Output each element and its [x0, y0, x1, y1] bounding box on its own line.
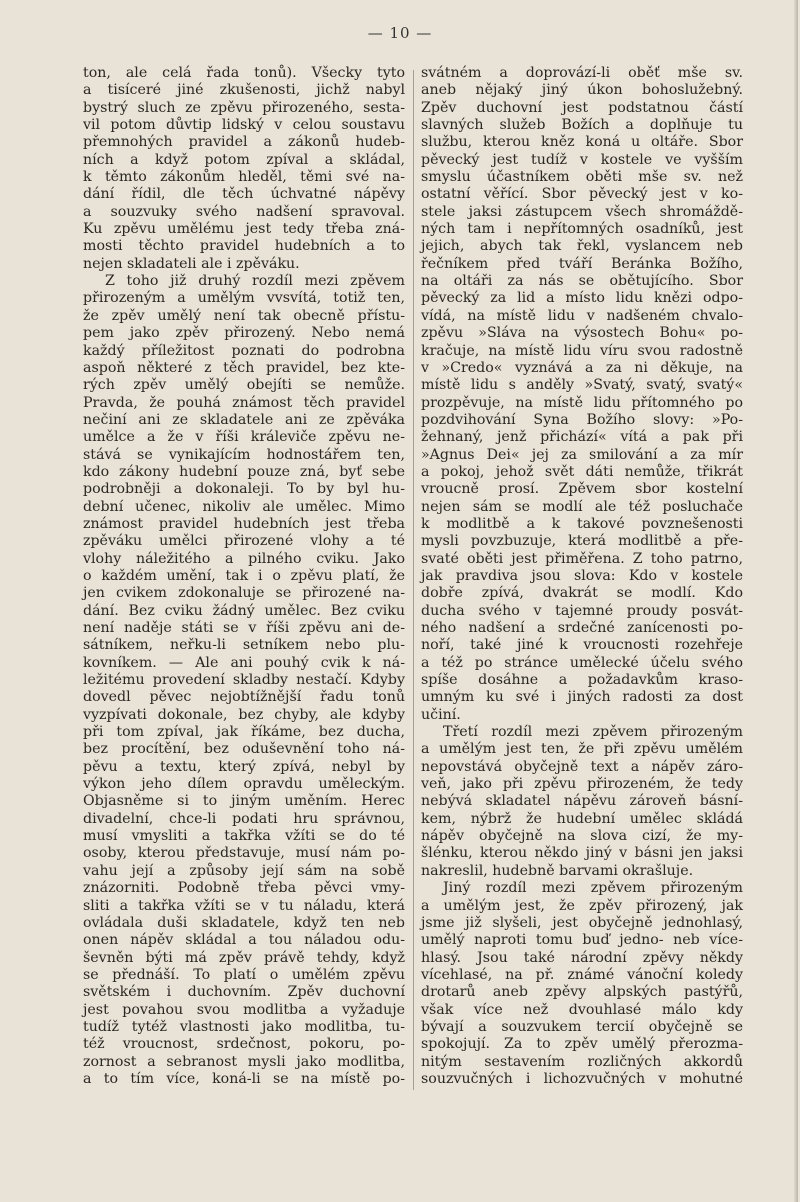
text-line: nitým sestavením rozličných akkordů: [421, 1053, 743, 1070]
text-line: spokojují. Za to zpěv umělý přerozma-: [421, 1036, 743, 1053]
text-line: a umělým jest ten, že při zpěvu umělém: [421, 741, 743, 758]
text-line: dobře zpívá, dvakrát se modlí. Kdo: [421, 585, 743, 602]
page-edge-shadow: [794, 0, 798, 1202]
text-line: učiní.: [421, 706, 461, 723]
text-line: vroucně prosí. Zpěvem sbor kostelní: [421, 481, 743, 498]
text-line: vícehlasé, na př. známé vánoční koledy: [421, 966, 743, 983]
text-line: a souzvuky svého nadšení spravoval.: [83, 203, 405, 220]
text-line: vídá, na místě lidu v nadšeném chvalo-: [421, 307, 743, 324]
text-line: vyzpívati dokonale, bez chyby, ale kdyby: [83, 706, 405, 723]
text-line: divadelní, chce-li podati hru správnou,: [83, 810, 405, 827]
text-line: drotarů aneb zpěvy alpských pastýřů,: [421, 984, 743, 1001]
text-line: na oltáři za nás se obětujícího. Sbor: [421, 273, 743, 290]
text-line: kem, nýbrž že hudební umělec skládá: [421, 810, 743, 827]
text-line: sliti a takřka vžíti se v tu náladu, která: [83, 897, 405, 914]
text-line: světském i duchovním. Zpěv duchovní: [83, 984, 405, 1001]
text-line: ducha svého v tajemné proudy posvát-: [421, 602, 743, 619]
text-line: též vroucnost, srdečnost, pokoru, po-: [83, 1036, 405, 1053]
text-line: přirozeným a umělým vvsvítá, totiž ten,: [83, 290, 405, 307]
text-line: nakreslil, hudebně barvami okrašluje.: [421, 862, 694, 879]
text-line: přemnohých pravidel a zákonů hudeb-: [83, 134, 405, 151]
text-line: o každém umění, tak i o zpěvu platí, že: [83, 567, 405, 584]
text-line: Třetí rozdíl mezi zpěvem přirozeným: [443, 724, 743, 741]
text-line: a umělým jest, že zpěv přirozený, jak: [421, 897, 743, 914]
text-line: Ku zpěvu umělému jest tedy třeba zná-: [83, 221, 405, 238]
text-line: znázorniti. Podobně třeba pěvci vmy-: [83, 880, 405, 897]
text-line: dební učenec, nikoliv ale umělec. Mimo: [83, 498, 405, 515]
text-line: kovníkem. — Ale ani pouhý cvik k ná-: [83, 654, 405, 671]
text-line: ovládala duši skladatele, když ten neb: [83, 914, 405, 931]
text-line: a pokoj, jehož svět dáti nemůže, třikrát: [421, 463, 743, 480]
column-divider: [413, 70, 414, 1090]
text-line: musí vmysliti a takřka vžíti se do té: [83, 828, 405, 845]
text-line: dání řídil, dle těch úchvatné nápěvy: [83, 186, 405, 203]
text-line: spíše dosáhne a požadavkům kraso-: [421, 672, 743, 689]
text-line: souzvučných i lichozvučných v mohutné: [421, 1070, 743, 1087]
right-text-column: [421, 65, 743, 1088]
text-line: pozdvihování Syna Božího slovy: »Po-: [421, 411, 743, 428]
text-line: ševněn býti má zpěv právě tehdy, když: [83, 949, 405, 966]
text-line: ních a když potom zpíval a skládal,: [83, 151, 405, 168]
text-line: aspoň některé z těch pravidel, bez kte-: [83, 359, 405, 376]
text-line: pěvecký za lid a místo lidu knězi odpo-: [421, 290, 743, 307]
text-line: však více než dvouhlasé málo kdy: [421, 1001, 743, 1018]
text-line: zpěváku umělci přirozené vlohy a té: [83, 533, 405, 550]
text-line: nepovstává obyčejně text a nápěv záro-: [421, 758, 743, 775]
text-line: k těmto zákonům hleděl, těmi své na-: [83, 169, 405, 186]
text-line: hlasý. Jsou také národní zpěvy někdy: [421, 949, 743, 966]
text-line: pěvecký jest tudíž v kostele ve vyšším: [421, 151, 743, 168]
text-line: že zpěv umělý není tak obecně přístu-: [83, 307, 405, 324]
text-line: vahu její a způsoby její sám na sobě: [83, 862, 405, 879]
text-line: nápěv obyčejně na slova cizí, že my-: [421, 828, 743, 845]
text-line: dovedl pěvec nejobtížnější řadu tonů: [83, 689, 405, 706]
text-line: řečníkem před tváří Beránka Božího,: [421, 255, 743, 272]
text-line: jen cvikem zdokonaluje se přirozené na-: [83, 585, 405, 602]
text-line: nejen sám se modlí ale též posluchače: [421, 498, 743, 515]
text-line: nejen skladateli ale i zpěváku.: [83, 255, 300, 272]
text-line: noří, také jiné k vroucnosti rozehřeje: [421, 637, 743, 654]
text-line: a též po stránce umělecké účelu svého: [421, 654, 743, 671]
text-line: rých zpěv umělý obejíti se nemůže.: [83, 377, 405, 394]
text-line: a to tím více, koná-li se na místě po-: [83, 1070, 405, 1087]
text-line: ostatní věřící. Sbor pěvecký jest v ko-: [421, 186, 743, 203]
text-line: jejich, abych tak řekl, vyslancem neb: [421, 238, 743, 255]
text-line: vlohy náležitého a pilného cviku. Jako: [83, 550, 405, 567]
text-line: umělý naproti tomu buď jedno- neb více-: [421, 932, 743, 949]
text-line: umělce a že v říši králeviče zpěvu ne-: [83, 429, 405, 446]
text-line: výkon jeho dílem opravdu uměleckým.: [83, 776, 405, 793]
text-line: mysli povzbuzuje, která modlitbě a pře-: [421, 533, 743, 550]
text-line: stele jaksi zástupcem všech shromáždě-: [421, 203, 743, 220]
text-line: prozpěvuje, na místě lidu přítomného po: [421, 394, 743, 411]
text-line: umným ku své i jiných radosti za dost: [421, 689, 743, 706]
text-line: sátníkem, neřku-li setníkem nebo plu-: [83, 637, 405, 654]
text-line: osoby, kterou představuje, musí nám po-: [83, 845, 405, 862]
text-line: jest povahou svou modlitba a vyžaduje: [83, 1001, 405, 1018]
text-line: mosti těchto pravidel hudebních a to: [83, 238, 405, 255]
text-line: podrobněji a dokonaleji. To by byl hu-: [83, 481, 405, 498]
text-line: se přednáší. To platí o umělém zpěvu: [83, 966, 405, 983]
text-line: není naděje státi se v říši zpěvu ani de-: [83, 620, 405, 636]
text-line: šlénku, kterou někdo jiný v básni jen jaksi: [421, 845, 743, 862]
text-line: stává se vynikajícím hodnostářem ten,: [83, 446, 405, 463]
text-line: k modlitbě a k takové povznešenosti: [421, 515, 743, 532]
text-line: místě lidu s anděly »Svatý, svatý, svatý«: [421, 377, 743, 394]
text-line: Jiný rozdíl mezi zpěvem přirozeným: [443, 880, 743, 897]
text-line: kračuje, na místě lidu víru svou radostně: [421, 342, 743, 359]
text-line: dání. Bez cviku žádný umělec. Bez cviku: [83, 602, 405, 619]
text-line: Zpěv duchovní jest podstatnou částí: [421, 99, 743, 116]
text-line: zpěvu »Sláva na výsostech Bohu« po-: [421, 325, 743, 342]
text-line: bystrý sluch ze zpěvu přirozeného, sesta-: [83, 99, 405, 116]
text-line: Pravda, že pouhá známost těch pravidel: [83, 394, 405, 411]
text-line: ných tam i nepřítomných osadníků, jest: [421, 221, 743, 238]
page-number: — 10 —: [367, 24, 433, 42]
text-line: nebývá skladatel nápěvu zároveň básní-: [421, 793, 743, 810]
text-line: vil potom důvtip lidský v celou soustavu: [83, 117, 405, 134]
text-line: zornost a sebranost mysli jako modlitba,: [83, 1053, 405, 1070]
text-line: svaté oběti jest přiměřena. Z toho patrno,: [421, 550, 743, 567]
text-line: bez procítění, bez oduševnění toho ná-: [83, 741, 405, 758]
text-line: jsme již slyšeli, jest obyčejně jednohlasý,: [421, 914, 743, 931]
text-line: žehnaný, jenž přichází« vítá a pak při: [421, 429, 743, 446]
left-text-column: [83, 65, 405, 1088]
text-line: v »Credo« vyznává a za ni děkuje, na: [421, 359, 743, 376]
text-line: pem jako zpěv přirozený. Nebo nemá: [83, 325, 405, 342]
text-line: onen nápěv skládal a tou náladou odu-: [83, 932, 405, 949]
text-line: službu, kterou kněz koná u oltáře. Sbor: [421, 134, 743, 151]
text-line: veň, jako při zpěvu přirozeném, že tedy: [421, 776, 743, 793]
text-line: při tom zpíval, jak říkáme, bez ducha,: [83, 724, 405, 741]
text-line: každý příležitost poznati do podrobna: [83, 342, 405, 359]
text-line: známost pravidel hudebních jest třeba: [83, 515, 405, 532]
text-line: ton, ale celá řada tonů). Všecky tyto: [83, 65, 405, 81]
text-line: Objasněme si to jiným uměním. Herec: [83, 793, 405, 810]
text-line: aneb nějaký jiný úkon bohoslužebný.: [421, 82, 743, 99]
text-line: tudíž tytéž vlastnosti jako modlitba, tu-: [83, 1018, 405, 1035]
text-line: smyslu účastníkem oběti mše sv. než: [421, 169, 743, 186]
text-line: Z toho již druhý rozdíl mezi zpěvem: [105, 273, 405, 290]
text-line: svátném a doprovází-li oběť mše sv.: [421, 65, 743, 81]
text-line: bývají a souzvukem tercií obyčejně se: [421, 1018, 743, 1035]
text-line: »Agnus Dei« jej za smilování a za mír: [421, 446, 743, 463]
text-line: a tisíceré jiné zkušenosti, jichž nabyl: [83, 82, 405, 99]
text-line: jak pravdiva jsou slova: Kdo v kostele: [421, 567, 743, 584]
text-line: slavných služeb Božích a doplňuje tu: [421, 117, 743, 134]
text-line: kdo zákony hudební pouze zná, byť sebe: [83, 463, 405, 480]
text-line: ného nadšení a srdečné zanícenosti po-: [421, 620, 743, 636]
text-line: nečiní ani ze skladatele ani ze zpěváka: [83, 411, 405, 428]
text-line: ležitému provedení skladby nestačí. Kdyby: [83, 672, 405, 689]
text-line: pěvu a textu, který zpívá, nebyl by: [83, 758, 405, 775]
